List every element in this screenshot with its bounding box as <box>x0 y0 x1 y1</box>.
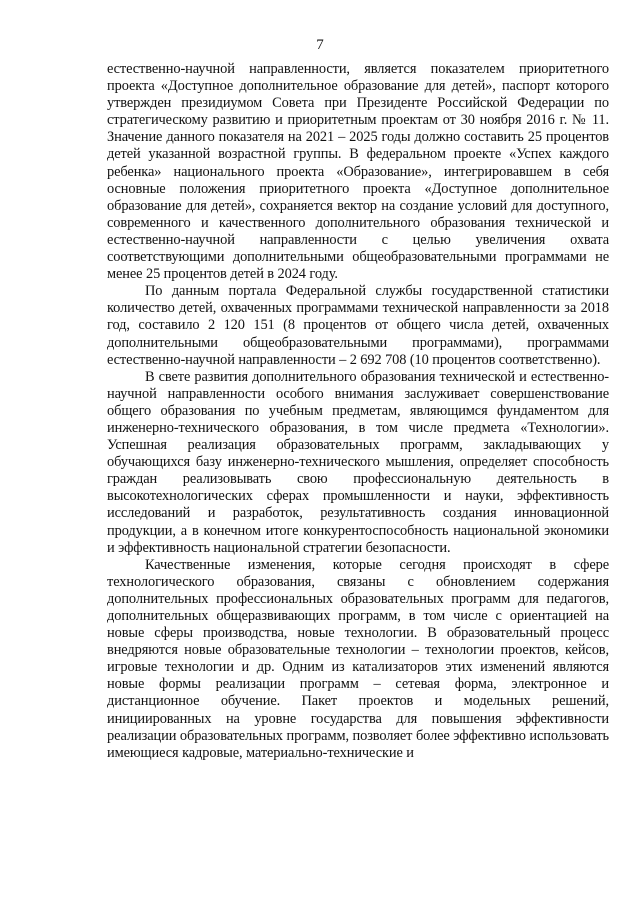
paragraph-continuation: естественно-научной направленности, является показателем приоритетного проекта «Доступное дополнительное образование для детей», паспорт которого утвержден президиумом Совета при Президенте Российской Федерации по стратегическому развитию и приоритетным проектам от 30 ноября 2016 г. № 11. Значение данного показателя на 2021 – 2025 годы должно составить 25 процентов детей указанной возрастной группы. В федеральном проекте «Успех каждого ребенка» национального проекта «Образование», интегрировавшем в себя основные положения приоритетного проекта «Доступное дополнительное образование для детей», сохраняется вектор на создание условий для доступного, современного и качественного дополнительного образования технической и естественно-научной направленности с целью увеличения охвата соответствующими дополнительными общеобразовательными программами не менее 25 процентов детей в 2024 году. <box>107 61 609 283</box>
paragraph-qualitative-changes: Качественные изменения, которые сегодня происходят в сфере технологического образования, связаны с обновлением содержания дополнительных профессиональных образовательных программ для педагогов, дополнительных общеразвивающих программ, в том числе с ориентацией на новые сферы производства, новые технологии. В образовательный процесс внедряются новые образовательные технологии – технологии проектов, кейсов, игровые технологии и др. Одним из катализаторов этих изменений являются новые формы реализации программ – сетевая форма, электронное и дистанционное обучение. Пакет проектов и модельных решений, инициированных на уровне государства для повышения эффективности реализации образовательных программ, позволяет более эффективно использовать имеющиеся кадровые, материально-технические и <box>107 556 609 761</box>
page-number: 7 <box>316 37 324 53</box>
paragraph-statistics: По данным портала Федеральной службы государственной статистики количество детей, охваченных программами технической направленности за 2018 год, составило 2 120 151 (8 процентов от общего числа детей, охваченных дополнительными общеобразовательными программами), программами естественно-научной направленности – 2 692 708 (10 процентов соответственно). <box>107 283 609 368</box>
paragraph-technology-education: В свете развития дополнительного образования технической и естественно-научной направленности особого внимания заслуживает совершенствование общего образования по учебным предметам, являющимся фундаментом для инженерно-технического образования, в том числе предмета «Технологии». Успешная реализация образовательных программ, закладывающих у обучающихся базу инженерно-технического мышления, определяет способность граждан реализовывать свою профессиональную деятельность в высокотехнологических сферах промышленности и науки, эффективность исследований и разработок, результативность создания инновационной продукции, а в конечном итоге конкурентоспособность национальной экономики и эффективность национальной стратегии безопасности. <box>107 368 609 556</box>
document-body <box>107 61 609 762</box>
